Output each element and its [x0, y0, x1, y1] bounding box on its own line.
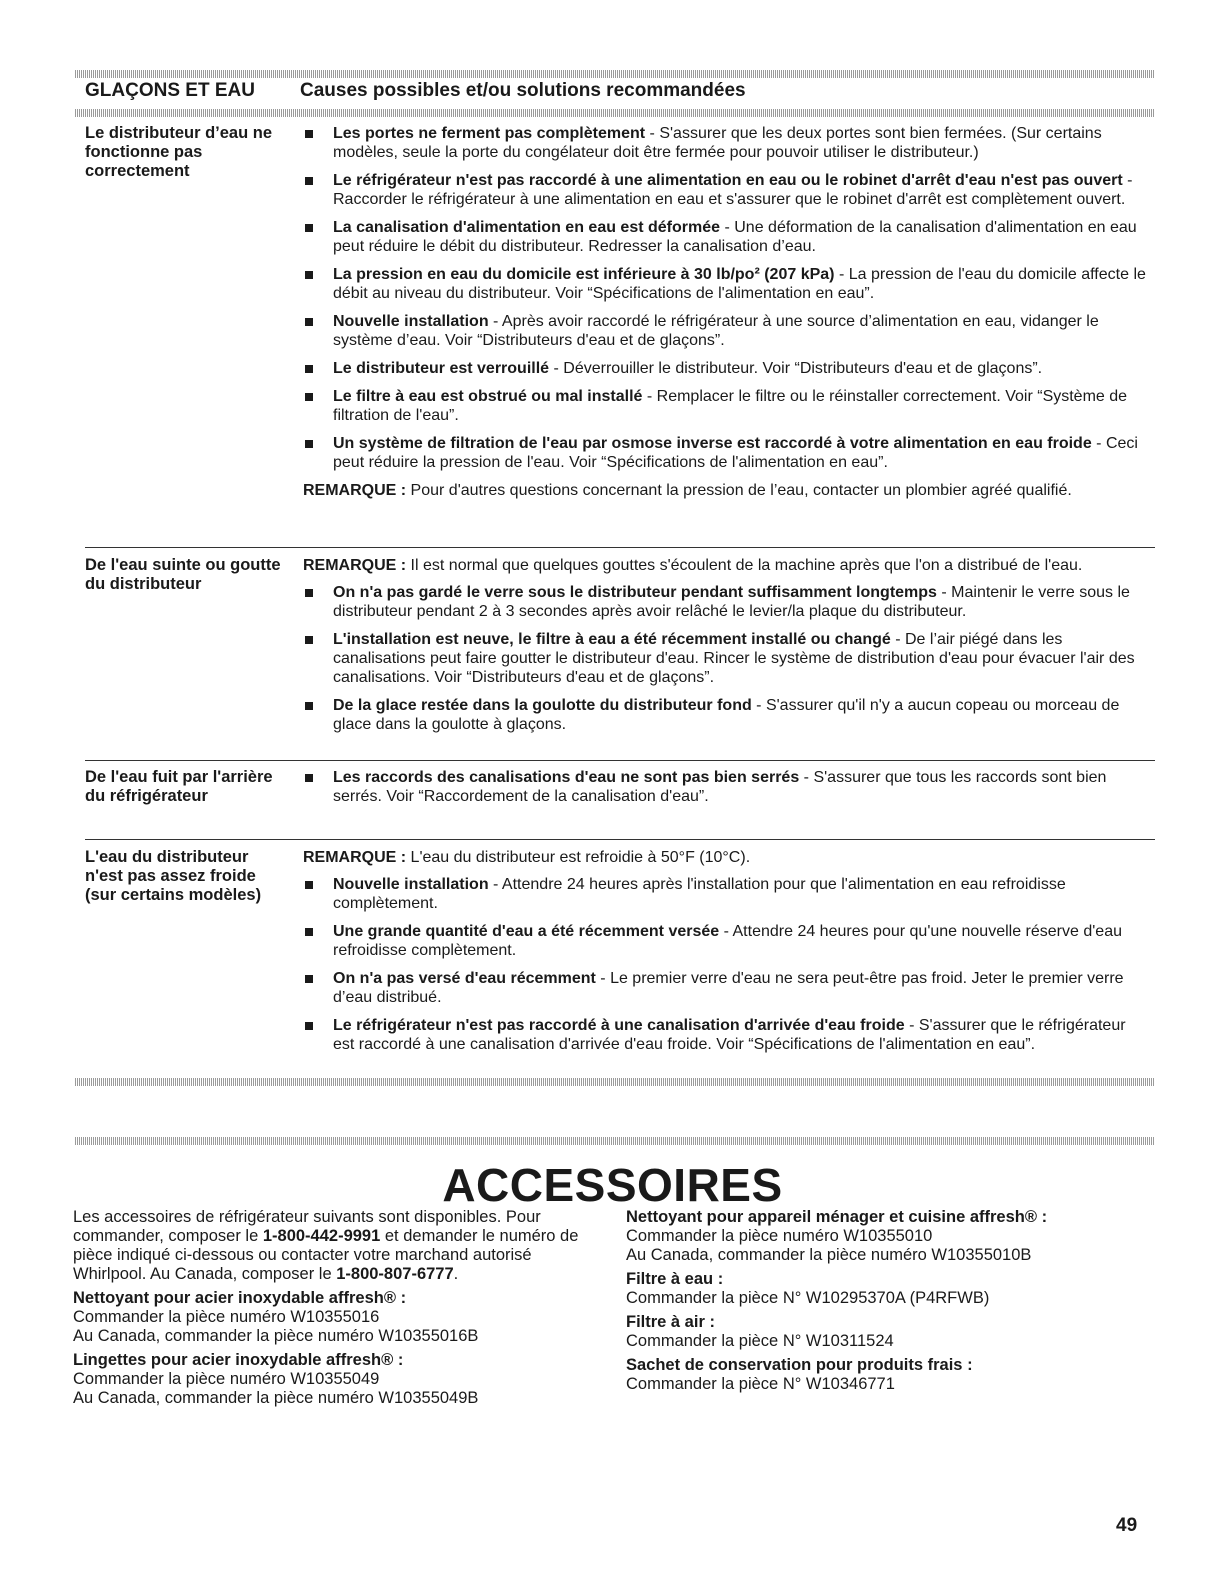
accessory-part-number: Commander la pièce N° W10295370A (P4RFWB) [626, 1289, 990, 1307]
accessories-title: ACCESSOIRES [442, 1159, 783, 1211]
accessory-heading: Nettoyant pour acier inoxydable affresh® : [73, 1289, 407, 1307]
accessory-part-number: Au Canada, commander la pièce numéro W10355049B [73, 1389, 479, 1407]
bullet-icon [305, 1022, 313, 1030]
accessory-heading: Filtre à air : [626, 1313, 715, 1331]
bullet-icon [305, 881, 313, 889]
solution-item: Les portes ne ferment pas complètement - S'assurer que les deux portes sont bien fermées. (Sur certains modèles, seule la porte du congélateur doit être fermée pour pouvoir utiliser le distributeur.) [303, 124, 1148, 162]
solution-item: Les raccords des canalisations d'eau ne sont pas bien serrés - S'assurer que tous les raccords sont bien serrés. Voir “Raccordement de la canalisation d'eau”. [303, 768, 1148, 806]
solution-item: Nouvelle installation - Attendre 24 heures après l'installation pour que l'alimentation en eau refroidisse complètement. [303, 875, 1148, 913]
bullet-icon [305, 318, 313, 326]
section-divider [85, 760, 1155, 761]
solution-item: La pression en eau du domicile est inférieure à 30 lb/po² (207 kPa) - La pression de l'eau du domicile affecte le débit au niveau du distributeur. Voir “Spécifications de l'alimentation en eau”. [303, 265, 1148, 303]
table-end-divider [75, 1078, 1155, 1086]
problem-label: Le distributeur d’eau ne fonctionne pas correctement [85, 124, 273, 180]
bullet-icon [305, 177, 313, 185]
problem-label: De l'eau suinte ou goutte du distributeur [85, 556, 281, 593]
problem-label: De l'eau fuit par l'arrière du réfrigérateur [85, 768, 273, 805]
phone-number-us: 1-800-442-9991 [262, 1227, 381, 1245]
accessory-heading: Lingettes pour acier inoxydable affresh® : [73, 1351, 404, 1369]
solution-item: Le distributeur est verrouillé - Déverrouiller le distributeur. Voir “Distributeurs d'eau et de glaçons”. [303, 359, 1148, 378]
solution-item: L'installation est neuve, le filtre à eau a été récemment installé ou changé - De l’air piégé dans les canalisations peut faire goutter le distributeur d'eau. Rincer le système de distribution d'eau pour évacuer l'air des canalisations. Voir “Distributeurs d'eau et de glaçons”. [303, 630, 1148, 687]
accessory-part-number: Au Canada, commander la pièce numéro W10355010B [626, 1246, 1032, 1264]
bullet-icon [305, 774, 313, 782]
accessories-divider [75, 1137, 1155, 1145]
section-divider [85, 839, 1155, 840]
bullet-icon [305, 440, 313, 448]
top-divider [75, 70, 1155, 78]
accessory-item [73, 1289, 593, 1346]
accessory-item [73, 1351, 593, 1408]
bullet-icon [305, 224, 313, 232]
solution-item: Le réfrigérateur n'est pas raccordé à une canalisation d'arrivée d'eau froide - S'assurer que le réfrigérateur est raccordé à une canalisation d'arrivée d'eau froide. Voir “Spécifications de l'alimentation en eau”. [303, 1016, 1148, 1054]
solution-item: Un système de filtration de l'eau par osmose inverse est raccordé à votre alimentation en eau froide - Ceci peut réduire la pression de l'eau. Voir “Spécifications de l'alimentation en eau”. [303, 434, 1148, 472]
accessory-part-number: Commander la pièce N° W10311524 [626, 1332, 894, 1350]
accessory-part-number: Commander la pièce numéro W10355049 [73, 1370, 380, 1388]
accessory-item [626, 1270, 1146, 1308]
bullet-icon [305, 589, 313, 597]
solution-item: On n'a pas versé d'eau récemment - Le premier verre d'eau ne sera peut-être pas froid. Jeter le premier verre d’eau distribué. [303, 969, 1148, 1007]
bullet-icon [305, 365, 313, 373]
header-divider [75, 109, 1155, 117]
solutions-list [303, 768, 1148, 815]
accessory-part-number: Commander la pièce numéro W10355016 [73, 1308, 380, 1326]
column-header-topic: GLAÇONS ET EAU [85, 80, 255, 101]
bullet-icon [305, 928, 313, 936]
table-header [85, 80, 1145, 106]
solution-item: La canalisation d'alimentation en eau est déformée - Une déformation de la canalisation d'alimentation en eau peut réduire le débit du distributeur. Redresser la canalisation d’eau. [303, 218, 1148, 256]
solution-item: Le filtre à eau est obstrué ou mal installé - Remplacer le filtre ou le réinstaller correctement. Voir “Système de filtration de l'eau”. [303, 387, 1148, 425]
bullet-icon [305, 636, 313, 644]
accessory-part-number: Commander la pièce N° W10346771 [626, 1375, 895, 1393]
solution-item: Nouvelle installation - Après avoir raccordé le réfrigérateur à une source d’alimentation en eau, vidanger le système d’eau. Voir “Distributeurs d'eau et de glaçons”. [303, 312, 1148, 350]
phone-number-canada: 1-800-807-6777 [336, 1265, 454, 1283]
accessory-part-number: Au Canada, commander la pièce numéro W10355016B [73, 1327, 479, 1345]
column-header-solutions: Causes possibles et/ou solutions recommandées [300, 80, 746, 101]
accessories-intro: Les accessoires de réfrigérateur suivants sont disponibles. Pour commander, composer le 1-800-442-9991 et demander le numéro de pièce indiqué ci-dessous ou contacter votre marchand autorisé Whirlpool. Au Canada, composer le 1-800-807-6777. [73, 1208, 579, 1283]
solutions-list [303, 848, 1148, 1063]
solutions-list [303, 556, 1148, 743]
accessory-item [626, 1313, 1146, 1351]
bullet-icon [305, 393, 313, 401]
bullet-icon [305, 130, 313, 138]
bullet-icon [305, 975, 313, 983]
accessory-heading: Filtre à eau : [626, 1270, 724, 1288]
accessory-heading: Nettoyant pour appareil ménager et cuisine affresh® : [626, 1208, 1048, 1226]
solution-item: Le réfrigérateur n'est pas raccordé à une alimentation en eau ou le robinet d'arrêt d'eau n'est pas ouvert - Raccorder le réfrigérateur à une alimentation en eau et s'assurer que le robinet d'arrêt est complètement ouvert. [303, 171, 1148, 209]
accessory-heading: Sachet de conservation pour produits frais : [626, 1356, 973, 1374]
remark-note: REMARQUE : Il est normal que quelques gouttes s'écoulent de la machine après que l'on a distribué de l'eau. [303, 557, 1083, 574]
solutions-list [303, 124, 1148, 508]
remark-note: REMARQUE : L'eau du distributeur est refroidie à 50°F (10°C). [303, 849, 751, 866]
accessory-item [626, 1356, 1146, 1394]
solution-item: De la glace restée dans la goulotte du distributeur fond - S'assurer qu'il n'y a aucun copeau ou morceau de glace dans la goulotte à glaçons. [303, 696, 1148, 734]
accessories-right-column [626, 1208, 1146, 1399]
bullet-icon [305, 702, 313, 710]
solution-item: Une grande quantité d'eau a été récemment versée - Attendre 24 heures pour qu'une nouvelle réserve d'eau refroidisse complètement. [303, 922, 1148, 960]
problem-label: L'eau du distributeur n'est pas assez froide (sur certains modèles) [85, 848, 262, 904]
accessories-left-column [73, 1208, 593, 1413]
section-divider [85, 547, 1155, 548]
remark-note: REMARQUE : Pour d'autres questions concernant la pression de l’eau, contacter un plombier agréé qualifié. [303, 482, 1072, 499]
solution-item: On n'a pas gardé le verre sous le distributeur pendant suffisamment longtemps - Maintenir le verre sous le distributeur pendant 2 à 3 secondes après avoir relâché le levier/la plaque du distributeur. [303, 583, 1148, 621]
accessory-item [626, 1208, 1146, 1265]
bullet-icon [305, 271, 313, 279]
page-number: 49 [1116, 1515, 1138, 1536]
accessory-part-number: Commander la pièce numéro W10355010 [626, 1227, 933, 1245]
